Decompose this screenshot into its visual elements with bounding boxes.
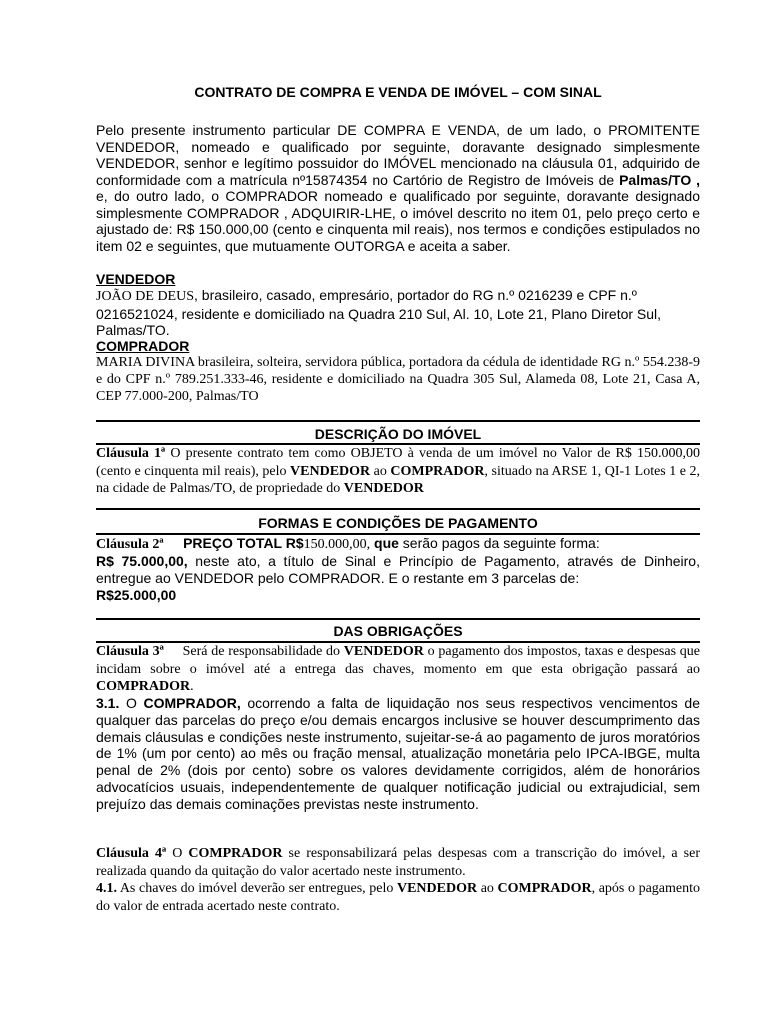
intro-paragraph — [96, 122, 700, 254]
clause-1 — [96, 445, 700, 498]
intro-text-1: Pelo presente instrumento particular DE COMPRA E VENDA, de um lado, o PROMITENTE VENDEDOR, nomeado e qualificado por seguinte, doravante designado simplesmente VENDEDOR, senhor e legítimo possuidor do IMÓVEL mencionado na cláusula 01, adquirido de conformidade com a matrícula nº15874354 no Cartório de Registro de Imóveis de — [96, 122, 700, 188]
clause-1-label: Cláusula 1ª — [96, 446, 166, 461]
clause-3-text-3: . — [190, 679, 194, 694]
clause-2-installment: R$25.000,00 — [96, 587, 177, 603]
clause-3-text-1: Será de responsabilidade do — [182, 644, 344, 659]
clause-4-label: Cláusula 4ª — [96, 846, 167, 861]
document-title: CONTRATO DE COMPRA E VENDA DE IMÓVEL – COM SINAL — [194, 84, 602, 100]
intro-city: Palmas/TO , — [619, 171, 700, 188]
seller-details — [96, 287, 700, 339]
item-4-1-seller: VENDEDOR — [396, 881, 478, 896]
item-3-1-buyer: COMPRADOR, — [143, 695, 241, 711]
clause-3-buyer: COMPRADOR — [96, 679, 191, 694]
item-3-1-number: 3.1. — [96, 695, 120, 711]
item-4-1 — [96, 880, 700, 915]
clause-2-signal: R$ 75.000,00, — [96, 553, 188, 569]
clause-4-buyer: COMPRADOR — [188, 846, 283, 861]
item-3-1 — [96, 695, 700, 813]
heading-obligations: DAS OBRIGAÇÕES — [333, 623, 463, 639]
buyer-label: COMPRADOR — [96, 338, 190, 354]
clause-1-text-3: , situado na ARSE 1, QI-1 Lotes 1 e 2, na cidade de Palmas/TO, de propriedade do — [96, 463, 700, 496]
clause-3-seller: VENDEDOR — [343, 644, 424, 659]
clause-2-label: Cláusula 2ª — [96, 537, 164, 552]
clause-3-text-2: o pagamento dos impostos, taxas e despesas que incidam sobre o imóvel até a entrega das chaves, momento em que esta obrigação passará ao — [96, 644, 700, 677]
clause-2-que: que — [370, 535, 399, 551]
clause-4-text-2: se responsabilizará pelas despesas com a transcrição do imóvel, a ser realizada quando da quitação do valor acertado neste instrumento. — [96, 846, 700, 879]
buyer-details: MARIA DIVINA brasileira, solteira, servidora pública, portadora da cédula de identidade RG n.º 554.238-9 e do CPF n.º 789.251.333-46, residente e domiciliado na Quadra 305 Sul, Alameda 08, Lote 21, Casa A, CEP 77.000-200, Palmas/TO — [96, 355, 700, 404]
clause-1-text-1: O presente contrato tem como OBJETO à venda de um imóvel no Valor de R$ 150.000,00 (cento e cinquenta mil reais), pelo — [96, 446, 701, 479]
heading-payment: FORMAS E CONDIÇÕES DE PAGAMENTO — [258, 515, 538, 531]
clause-2-text-1: serão pagos da seguinte forma: — [398, 535, 600, 551]
item-4-1-text-2: ao — [477, 881, 498, 896]
clause-2-text-2: neste ato, a título de Sinal e Princípio de Pagamento, através de Dinheiro, entregue ao VENDEDOR pelo COMPRADOR. E o restante em 3 parcelas de: — [96, 553, 700, 586]
clause-2-price-value: 150.000,00, — [303, 537, 371, 552]
seller-name: JOÃO DE DEUS — [96, 289, 194, 304]
item-4-1-text-1: As chaves do imóvel deverão ser entregues, pelo — [117, 881, 397, 896]
item-4-1-text-3: , após o pagamento do valor de entrada acertado neste contrato. — [96, 881, 700, 914]
divider-5 — [96, 618, 700, 620]
item-4-1-number: 4.1. — [96, 881, 117, 896]
seller-label: VENDEDOR — [96, 271, 176, 287]
clause-3-label: Cláusula 3ª — [96, 644, 164, 659]
clause-2-price-label: PREÇO TOTAL R$ — [183, 535, 304, 551]
clause-1-owner: VENDEDOR — [343, 481, 424, 496]
clause-1-text-2: ao — [370, 463, 391, 479]
clause-1-seller: VENDEDOR — [290, 463, 371, 479]
buyer-section — [96, 338, 700, 405]
divider-3 — [96, 508, 700, 510]
clause-1-buyer: COMPRADOR — [390, 463, 485, 479]
intro-text-2: e, do outro lado, o COMPRADOR nomeado e qualificado por seguinte, doravante designado simplesmente COMPRADOR , ADQUIRIR-LHE, o imóvel descrito no item 01, pelo preço certo e ajustado de: R$ 150.000,00 (cento e cinquenta mil reais), nos termos e condições estipulados no item 02 e seguintes, que mutuamente OUTORGA e aceita a saber. — [96, 188, 700, 254]
clause-4-text-1: O — [166, 846, 189, 861]
heading-description: DESCRIÇÃO DO IMÓVEL — [314, 426, 482, 442]
item-4-1-buyer: COMPRADOR — [497, 881, 592, 896]
item-3-1-text-2: ocorrendo a falta de liquidação nos seus respectivos vencimentos de qualquer das parcelas do preço e/ou demais encargos inclusive se houver descumprimento das demais cláusulas e condições neste instrumento, sujeitar-se-á ao pagamento de juros moratórios de 1% (um por cento) ao mês ou fração mensal, atualização monetária pelo IPCA-IBGE, multa penal de 2% (dois por cento) sobre os valores devidamente corrigidos, além de honorários advocatícios usuais, independentemente de qualquer notificação judicial ou extrajudicial, sem prejuízo das demais cominações previstas neste instrumento. — [96, 695, 700, 812]
clause-4 — [96, 845, 700, 880]
item-3-1-text-1: O — [119, 695, 144, 711]
clause-3 — [96, 643, 700, 696]
seller-text: , brasileiro, casado, empresário, portador do RG n.º 0216239 e CPF n.º 0216521024, residente e domiciliado na Quadra 210 Sul, Al. 10, Lote 21, Plano Diretor Sul, Palmas/TO. — [96, 287, 662, 338]
seller-section — [96, 271, 700, 339]
divider-1 — [96, 420, 700, 422]
clause-2 — [96, 535, 700, 604]
